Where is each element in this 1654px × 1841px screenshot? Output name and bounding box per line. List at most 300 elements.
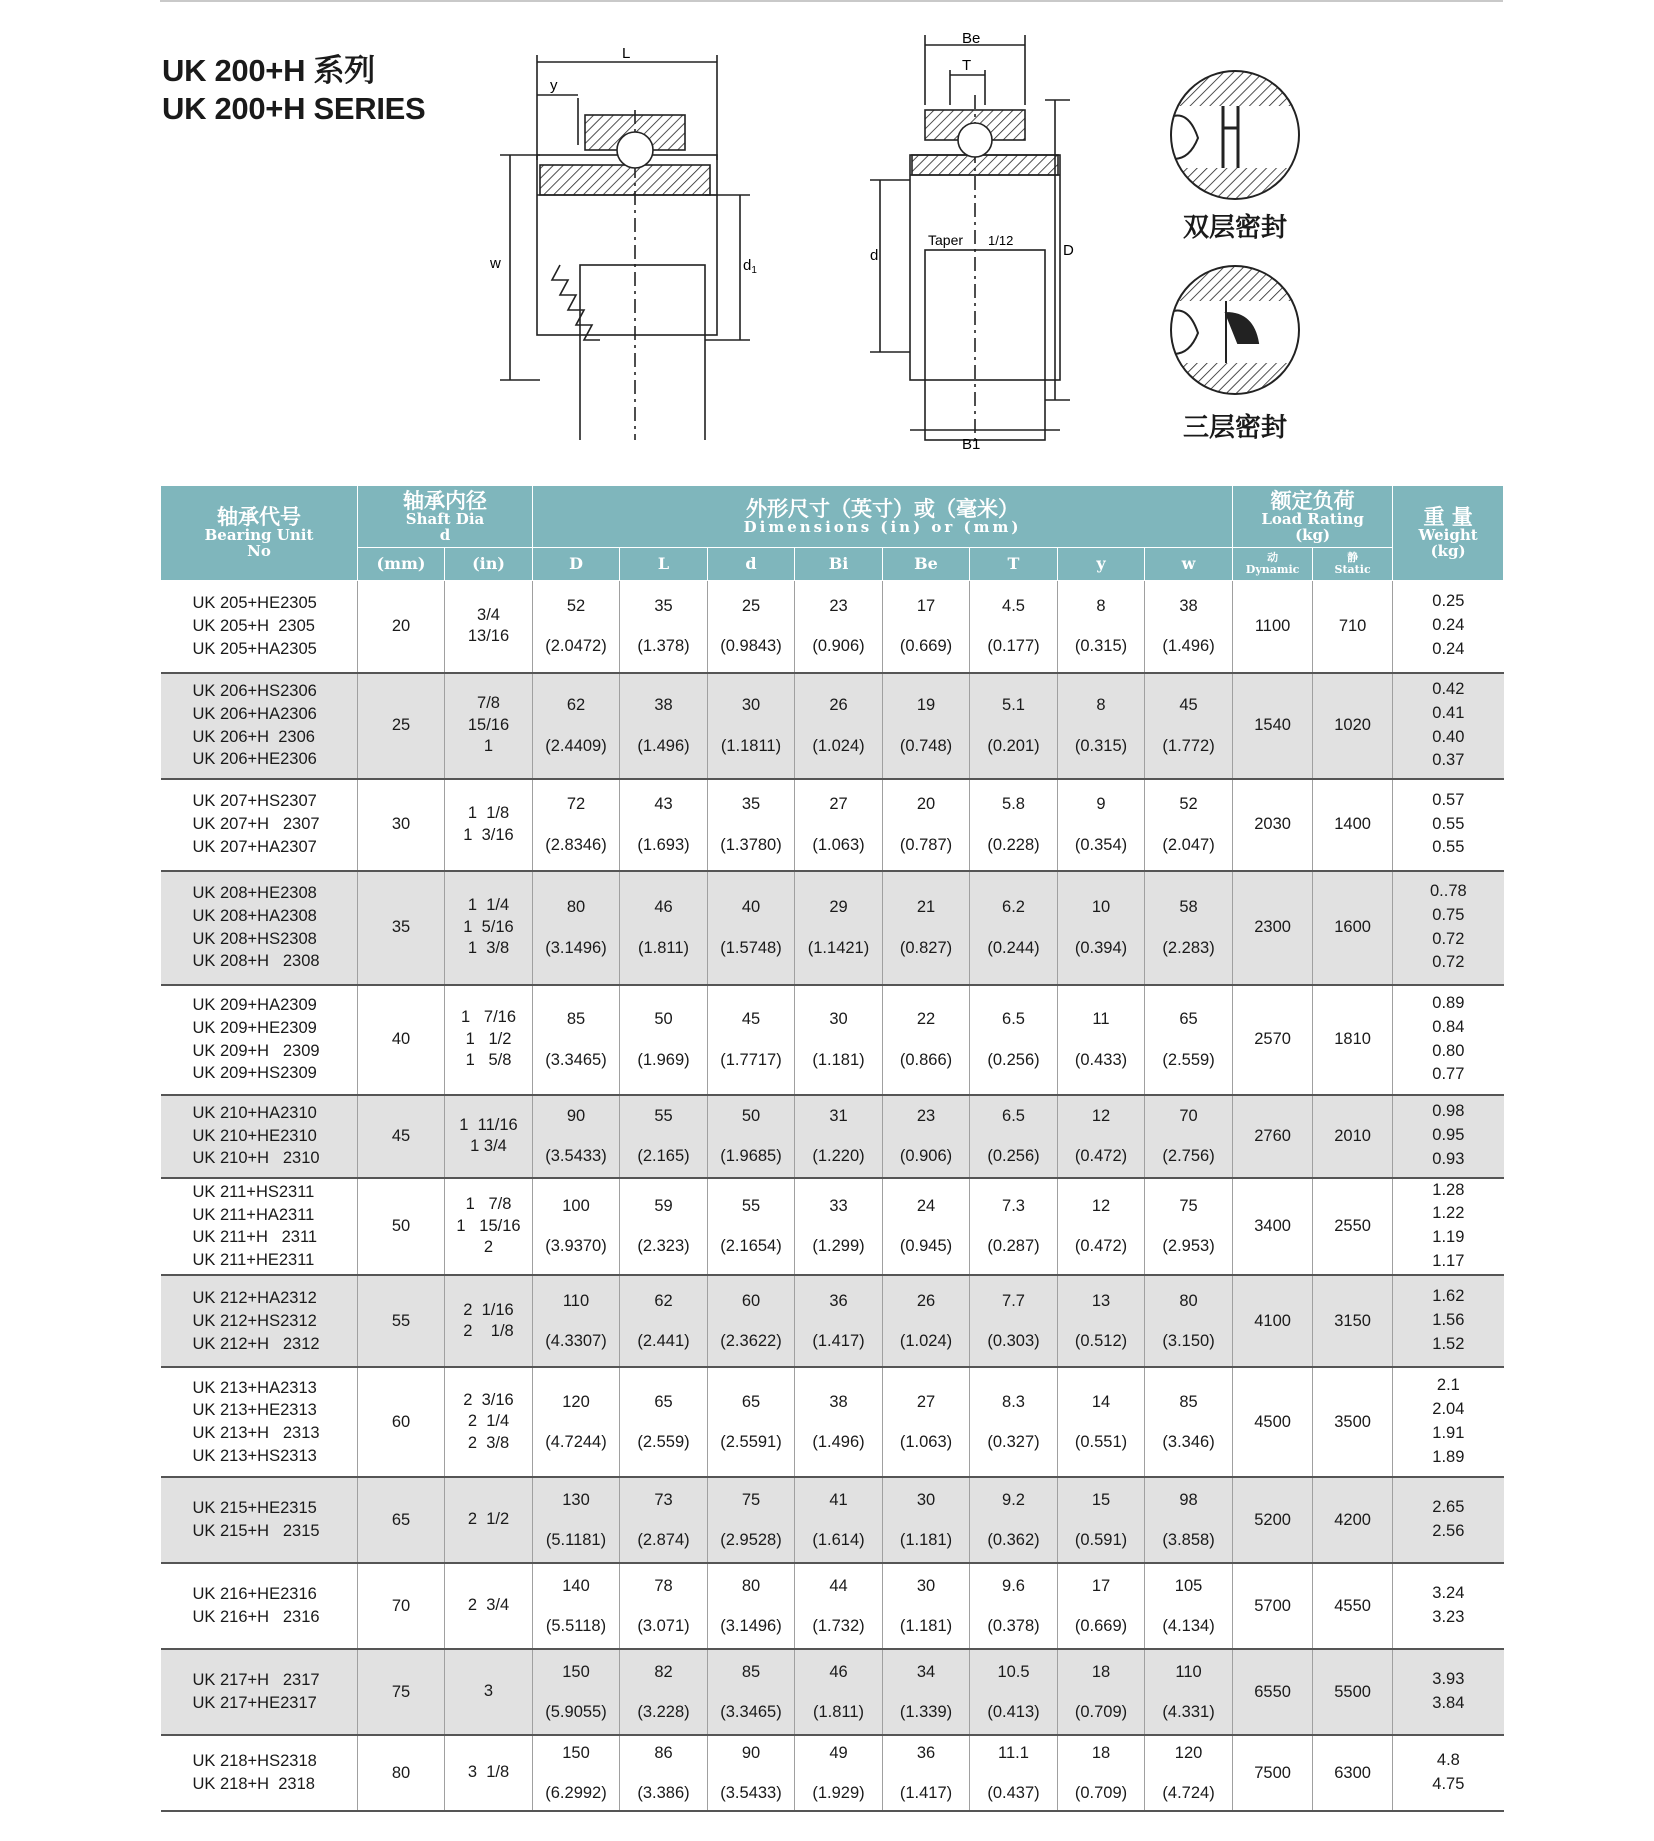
- table-row: [161, 1477, 1504, 1563]
- dim-mm-value: 12: [1091, 1196, 1111, 1215]
- dim-in-value: (2.323): [637, 1237, 690, 1256]
- dim-mm-value: 8: [1096, 696, 1106, 714]
- dim-mm-value: 38: [1179, 596, 1198, 615]
- dim-in-value: (1.5748): [720, 938, 782, 957]
- dim-mm-value: 18: [1091, 1662, 1111, 1681]
- table-row: [161, 1563, 1504, 1649]
- dim-mm-value: 50: [741, 1106, 761, 1125]
- dim-y-cell: [1058, 1563, 1145, 1649]
- weight-value: 0.37: [1432, 751, 1465, 770]
- dim-D-cell: [533, 1275, 620, 1367]
- dim-T-cell: [970, 779, 1058, 871]
- dim-in-value: (1.378): [637, 637, 690, 656]
- dim-Bi-cell: [795, 1178, 883, 1276]
- dim-in-value: (2.3622): [720, 1332, 782, 1351]
- bearing-unit-no: UK 217+HE2317: [192, 1694, 317, 1713]
- static-load-cell: 3500: [1313, 1367, 1393, 1477]
- shaft-in-value: 1 5/16: [463, 917, 514, 936]
- shaft-in-cell: [445, 1649, 533, 1735]
- dim-T-cell: [970, 1735, 1058, 1811]
- dim-mm-value: 6.5: [1002, 1010, 1025, 1028]
- dim-Be-cell: [883, 1178, 970, 1276]
- dim-y-cell: [1058, 779, 1145, 871]
- dim-mm-value: 140: [562, 1576, 590, 1595]
- dim-in-value: (1.496): [637, 736, 690, 755]
- bearing-unit-no: UK 210+H 2310: [192, 1149, 320, 1168]
- bearing-unit-cell: [161, 1367, 358, 1477]
- bearing-unit-no: UK 211+H 2311: [192, 1228, 318, 1247]
- weight-value: 1.17: [1432, 1252, 1465, 1271]
- dim-mm-value: 33: [829, 1196, 848, 1215]
- bearing-unit-no: UK 209+HS2309: [192, 1064, 317, 1083]
- table-row: [161, 673, 1504, 779]
- table-row: [161, 871, 1504, 985]
- dim-in-value: (1.1811): [720, 736, 782, 755]
- dim-mm-value: 27: [829, 795, 848, 813]
- dim-y-cell: [1058, 1275, 1145, 1367]
- header-d: d: [708, 548, 795, 581]
- weight-value: 1.62: [1432, 1287, 1465, 1306]
- bearing-unit-cell: [161, 985, 358, 1095]
- shaft-in-value: 1 15/16: [456, 1216, 521, 1235]
- shaft-in-cell: [445, 1275, 533, 1367]
- dim-in-value: (0.362): [987, 1531, 1040, 1550]
- table-row: [161, 1649, 1504, 1735]
- static-load-cell: 4200: [1313, 1477, 1393, 1563]
- dim-mm-value: 55: [654, 1106, 673, 1125]
- weight-value: 1.56: [1432, 1311, 1465, 1330]
- dim-mm-value: 12: [1091, 1106, 1111, 1125]
- shaft-in-value: 1: [483, 737, 494, 756]
- dim-in-value: (0.945): [899, 1237, 953, 1256]
- weight-value: 0.72: [1432, 953, 1465, 972]
- dynamic-load-cell: 5700: [1233, 1563, 1313, 1649]
- weight-value: 0.24: [1432, 640, 1465, 659]
- shaft-in-value: 1 1/2: [465, 1029, 512, 1048]
- table-row: [161, 1095, 1504, 1178]
- shaft-mm-cell: 55: [358, 1275, 445, 1367]
- dim-label-w: w: [490, 255, 501, 272]
- static-load-cell: 2010: [1313, 1095, 1393, 1178]
- shaft-in-value: 1 1/8: [467, 804, 510, 823]
- dim-T-cell: [970, 1649, 1058, 1735]
- header-y: y: [1058, 548, 1145, 581]
- dim-mm-value: 41: [829, 1490, 848, 1509]
- dim-label-T: T: [962, 57, 972, 74]
- dim-w-cell: [1145, 673, 1233, 779]
- weight-value: 0.40: [1432, 727, 1465, 746]
- shaft-mm-cell: 60: [358, 1367, 445, 1477]
- dim-mm-value: 30: [916, 1490, 936, 1509]
- dim-T-cell: [970, 985, 1058, 1095]
- dim-in-value: (1.693): [637, 835, 690, 854]
- dim-d-cell: [708, 1477, 795, 1563]
- dim-T-cell: [970, 673, 1058, 779]
- dim-in-value: (2.283): [1162, 938, 1215, 957]
- bearing-unit-cell: [161, 1178, 358, 1276]
- dim-in-value: (0.551): [1074, 1433, 1128, 1452]
- dim-mm-value: 17: [1091, 1576, 1111, 1595]
- weight-value: 0.95: [1432, 1126, 1465, 1145]
- dim-mm-value: 58: [1179, 898, 1198, 916]
- weight-cell: [1393, 581, 1504, 673]
- dim-Bi-cell: [795, 1649, 883, 1735]
- dim-in-value: (2.047): [1162, 835, 1215, 854]
- dim-mm-value: 150: [562, 1743, 590, 1762]
- dim-in-value: (0.827): [899, 938, 953, 957]
- dim-d-cell: [708, 1563, 795, 1649]
- dim-in-value: (3.150): [1162, 1332, 1215, 1351]
- weight-value: 3.23: [1432, 1608, 1465, 1627]
- header-w: w: [1145, 548, 1233, 581]
- dim-w-cell: [1145, 581, 1233, 673]
- dim-mm-value: 15: [1091, 1490, 1111, 1509]
- header-L: L: [620, 548, 708, 581]
- dim-mm-value: 86: [654, 1743, 673, 1762]
- bearing-unit-no: UK 208+HS2308: [192, 929, 317, 948]
- dim-mm-value: 65: [654, 1392, 673, 1411]
- dim-D-cell: [533, 1563, 620, 1649]
- header-dynamic: 动 Dynamic: [1233, 548, 1313, 581]
- dim-in-value: (5.9055): [545, 1703, 607, 1722]
- dim-Be-cell: [883, 1477, 970, 1563]
- bearing-unit-no: UK 205+HA2305: [192, 639, 317, 658]
- dim-in-value: (3.071): [637, 1617, 690, 1636]
- dim-L-cell: [620, 1275, 708, 1367]
- dim-T-cell: [970, 1477, 1058, 1563]
- dim-in-value: (6.2992): [545, 1784, 607, 1803]
- dim-in-value: (3.5433): [720, 1784, 782, 1803]
- weight-cell: [1393, 1178, 1504, 1276]
- dim-in-value: (1.811): [637, 938, 690, 957]
- dim-mm-value: 20: [916, 795, 936, 813]
- header-dimensions: 外形尺寸（英寸）或（毫米） Dimensions (in) or (mm): [533, 486, 1233, 548]
- dim-L-cell: [620, 581, 708, 673]
- dim-mm-value: 35: [741, 795, 761, 813]
- dim-in-value: (0.437): [987, 1784, 1040, 1803]
- weight-value: 1.89: [1432, 1448, 1465, 1467]
- weight-value: 0.57: [1432, 790, 1465, 809]
- shaft-in-value: 1 1/4: [467, 896, 510, 915]
- dim-Bi-cell: [795, 985, 883, 1095]
- bearing-unit-cell: [161, 1563, 358, 1649]
- shaft-mm-cell: 75: [358, 1649, 445, 1735]
- dim-w-cell: [1145, 1477, 1233, 1563]
- bearing-unit-no: UK 213+HE2313: [192, 1401, 317, 1420]
- dim-Be-cell: [883, 871, 970, 985]
- header-load-rating: 额定负荷 Load Rating (kg): [1233, 486, 1393, 548]
- dim-in-value: (0.354): [1074, 835, 1128, 854]
- dim-in-value: (0.866): [899, 1050, 953, 1069]
- bearing-unit-no: UK 218+HS2318: [192, 1752, 317, 1771]
- bearing-unit-no: UK 216+H 2316: [192, 1608, 320, 1627]
- weight-value: 0.84: [1432, 1017, 1465, 1036]
- header-Be: Be: [883, 548, 970, 581]
- bearing-unit-no: UK 215+H 2315: [192, 1522, 320, 1541]
- dim-w-cell: [1145, 779, 1233, 871]
- dim-mm-value: 110: [1175, 1662, 1202, 1681]
- table-row: [161, 1275, 1504, 1367]
- dim-mm-value: 19: [916, 696, 936, 714]
- dim-Bi-cell: [795, 581, 883, 673]
- dim-mm-value: 45: [1179, 696, 1198, 714]
- dim-in-value: (1.299): [812, 1237, 865, 1256]
- weight-cell: [1393, 673, 1504, 779]
- dim-in-value: (0.327): [987, 1433, 1040, 1452]
- header-in: (in): [445, 548, 533, 581]
- bearing-unit-no: UK 210+HE2310: [192, 1126, 317, 1145]
- weight-value: 0.24: [1432, 616, 1465, 635]
- bearing-unit-no: UK 210+HA2310: [192, 1103, 317, 1122]
- bearing-unit-no: UK 215+HE2315: [192, 1499, 317, 1518]
- bearing-unit-no: UK 212+H 2312: [192, 1334, 320, 1353]
- dim-in-value: (2.441): [637, 1332, 690, 1351]
- dim-w-cell: [1145, 1095, 1233, 1178]
- shaft-in-value: 13/16: [467, 627, 510, 646]
- dynamic-load-cell: 2300: [1233, 871, 1313, 985]
- dim-label-d1: $d_1$: [743, 257, 757, 276]
- dim-in-value: (1.181): [812, 1050, 865, 1069]
- dim-mm-value: 120: [562, 1392, 590, 1411]
- dim-T-cell: [970, 1563, 1058, 1649]
- dynamic-load-cell: 5200: [1233, 1477, 1313, 1563]
- dim-mm-value: 36: [829, 1291, 848, 1310]
- dim-in-value: (1.339): [899, 1703, 953, 1722]
- dim-mm-value: 40: [741, 898, 761, 916]
- dim-label-L: L: [622, 45, 631, 62]
- dim-w-cell: [1145, 1563, 1233, 1649]
- dim-L-cell: [620, 673, 708, 779]
- dim-mm-value: 98: [1179, 1490, 1198, 1509]
- triple-seal-detail-icon: [1168, 263, 1303, 398]
- shaft-in-cell: [445, 871, 533, 985]
- dynamic-load-cell: 2030: [1233, 779, 1313, 871]
- shaft-in-value: 1 7/16: [460, 1008, 517, 1027]
- shaft-in-cell: [445, 1367, 533, 1477]
- bearing-unit-no: UK 205+H 2305: [192, 616, 315, 635]
- table-row: [161, 1735, 1504, 1811]
- dim-in-value: (2.4409): [545, 736, 607, 755]
- static-load-cell: 710: [1313, 581, 1393, 673]
- dim-L-cell: [620, 1735, 708, 1811]
- dim-in-value: (0.315): [1074, 637, 1128, 656]
- dim-Bi-cell: [795, 871, 883, 985]
- shaft-in-cell: [445, 1095, 533, 1178]
- dim-in-value: (2.165): [637, 1147, 690, 1165]
- dim-mm-value: 150: [562, 1662, 590, 1681]
- table-row: [161, 1178, 1504, 1276]
- weight-value: 3.93: [1432, 1670, 1465, 1689]
- dynamic-load-cell: 2570: [1233, 985, 1313, 1095]
- shaft-in-value: 2 1/4: [467, 1412, 510, 1431]
- dim-in-value: (5.1181): [545, 1531, 607, 1550]
- dim-label-D: D: [1063, 242, 1074, 259]
- weight-value: 0.89: [1432, 993, 1465, 1012]
- dim-mm-value: 65: [741, 1392, 761, 1411]
- dim-mm-value: 36: [916, 1743, 936, 1762]
- dim-mm-value: 18: [1091, 1743, 1111, 1762]
- bearing-unit-no: UK 208+HE2308: [192, 883, 317, 902]
- dim-mm-value: 6.5: [1002, 1106, 1025, 1125]
- dim-y-cell: [1058, 1178, 1145, 1276]
- dim-mm-value: 7.7: [1002, 1291, 1025, 1310]
- table-row: [161, 581, 1504, 673]
- dim-in-value: (1.496): [1162, 637, 1215, 656]
- dim-mm-value: 50: [654, 1010, 673, 1028]
- bearing-unit-cell: [161, 1649, 358, 1735]
- dynamic-load-cell: 6550: [1233, 1649, 1313, 1735]
- dim-mm-value: 80: [741, 1576, 761, 1595]
- dim-w-cell: [1145, 1735, 1233, 1811]
- bearing-unit-no: UK 212+HA2312: [192, 1289, 317, 1308]
- bearing-unit-no: UK 213+HS2313: [192, 1446, 317, 1465]
- dim-mm-value: 85: [566, 1010, 586, 1028]
- dim-in-value: (1.181): [899, 1531, 953, 1550]
- dim-in-value: (2.953): [1162, 1237, 1215, 1256]
- dim-in-value: (3.858): [1162, 1531, 1215, 1550]
- bearing-unit-no: UK 218+H 2318: [192, 1775, 315, 1794]
- dim-mm-value: 23: [829, 596, 848, 615]
- weight-value: 2.65: [1432, 1498, 1465, 1517]
- shaft-in-value: 3/4: [477, 605, 500, 624]
- dim-in-value: (0.378): [987, 1617, 1040, 1636]
- shaft-mm-cell: 20: [358, 581, 445, 673]
- weight-cell: [1393, 1095, 1504, 1178]
- dim-label-Be: Be: [962, 30, 981, 47]
- weight-value: 0.77: [1432, 1065, 1465, 1084]
- table-row: [161, 1367, 1504, 1477]
- dim-mm-value: 90: [741, 1743, 761, 1762]
- dim-in-value: (0.177): [987, 637, 1040, 656]
- dim-y-cell: [1058, 1477, 1145, 1563]
- dim-Bi-cell: [795, 1367, 883, 1477]
- spec-table-body: [161, 581, 1504, 1812]
- dim-mm-value: 26: [916, 1291, 936, 1310]
- shaft-in-value: 2 3/16: [463, 1391, 514, 1410]
- adapter-taper-diagram: [870, 25, 1100, 455]
- dim-d-cell: [708, 871, 795, 985]
- dim-D-cell: [533, 779, 620, 871]
- dim-in-value: (0.228): [987, 835, 1040, 854]
- dim-d-cell: [708, 1178, 795, 1276]
- dim-y-cell: [1058, 581, 1145, 673]
- dim-w-cell: [1145, 1367, 1233, 1477]
- dim-D-cell: [533, 1367, 620, 1477]
- weight-cell: [1393, 1367, 1504, 1477]
- weight-cell: [1393, 1649, 1504, 1735]
- dynamic-load-cell: 4500: [1233, 1367, 1313, 1477]
- dim-mm-value: 8: [1096, 596, 1106, 615]
- dim-in-value: (1.024): [812, 736, 865, 755]
- dim-Bi-cell: [795, 1095, 883, 1178]
- dim-in-value: (0.787): [899, 835, 953, 854]
- weight-value: 0..78: [1430, 881, 1467, 900]
- weight-value: 0.72: [1432, 929, 1465, 948]
- dim-mm-value: 26: [829, 696, 848, 714]
- dim-mm-value: 65: [1179, 1010, 1198, 1028]
- weight-value: 1.19: [1432, 1228, 1465, 1247]
- dim-mm-value: 29: [829, 898, 848, 916]
- weight-value: 1.22: [1432, 1204, 1465, 1223]
- dim-y-cell: [1058, 1735, 1145, 1811]
- dim-mm-value: 5.8: [1002, 795, 1025, 813]
- dim-in-value: (0.591): [1074, 1531, 1128, 1550]
- shaft-in-value: 2 3/8: [467, 1433, 510, 1452]
- bearing-unit-cell: [161, 1477, 358, 1563]
- weight-value: 1.28: [1432, 1180, 1465, 1199]
- dim-in-value: (2.559): [1162, 1050, 1215, 1069]
- dim-d-cell: [708, 1095, 795, 1178]
- dim-D-cell: [533, 985, 620, 1095]
- shaft-in-value: 3: [483, 1682, 494, 1701]
- weight-value: 3.84: [1432, 1694, 1465, 1713]
- dim-mm-value: 85: [1179, 1392, 1198, 1411]
- dim-in-value: (1.811): [812, 1703, 865, 1722]
- dim-in-value: (0.748): [899, 736, 953, 755]
- dim-mm-value: 80: [566, 898, 586, 916]
- dim-in-value: (2.874): [637, 1531, 690, 1550]
- weight-value: 0.55: [1432, 838, 1465, 857]
- shaft-mm-cell: 45: [358, 1095, 445, 1178]
- dim-in-value: (0.244): [987, 938, 1040, 957]
- dim-mm-value: 90: [566, 1106, 586, 1125]
- dim-D-cell: [533, 673, 620, 779]
- shaft-in-value: 1 11/16: [459, 1115, 518, 1134]
- dim-in-value: (1.220): [812, 1147, 865, 1165]
- dim-in-value: (2.5591): [720, 1433, 782, 1452]
- dim-L-cell: [620, 1095, 708, 1178]
- bearing-unit-no: UK 206+HA2306: [192, 704, 317, 723]
- shaft-mm-cell: 80: [358, 1735, 445, 1811]
- dim-in-value: (1.969): [637, 1050, 690, 1069]
- dim-mm-value: 82: [654, 1662, 673, 1681]
- dim-mm-value: 75: [741, 1490, 761, 1509]
- shaft-in-cell: [445, 985, 533, 1095]
- dim-T-cell: [970, 581, 1058, 673]
- shaft-in-cell: [445, 779, 533, 871]
- weight-value: 2.04: [1432, 1400, 1465, 1419]
- dynamic-load-cell: 7500: [1233, 1735, 1313, 1811]
- dim-y-cell: [1058, 871, 1145, 985]
- dim-mm-value: 25: [741, 596, 761, 615]
- dim-label-d: d: [870, 247, 879, 264]
- dim-w-cell: [1145, 1649, 1233, 1735]
- dim-mm-value: 73: [654, 1490, 673, 1509]
- dim-T-cell: [970, 1178, 1058, 1276]
- weight-cell: [1393, 1563, 1504, 1649]
- shaft-in-cell: [445, 581, 533, 673]
- dim-mm-value: 13: [1091, 1291, 1111, 1310]
- dim-in-value: (0.413): [987, 1703, 1040, 1722]
- dim-in-value: (3.3465): [545, 1050, 607, 1069]
- dim-in-value: (1.7717): [720, 1050, 782, 1069]
- dim-L-cell: [620, 779, 708, 871]
- bearing-unit-cell: [161, 1735, 358, 1811]
- shaft-mm-cell: 70: [358, 1563, 445, 1649]
- dim-Bi-cell: [795, 1735, 883, 1811]
- dim-mm-value: 59: [654, 1196, 673, 1215]
- weight-value: 3.24: [1432, 1584, 1465, 1603]
- bearing-section-diagram: [490, 40, 770, 440]
- dim-D-cell: [533, 1095, 620, 1178]
- dim-mm-value: 11: [1092, 1010, 1110, 1028]
- bearing-unit-no: UK 208+HA2308: [192, 906, 317, 925]
- dim-in-value: (1.614): [812, 1531, 865, 1550]
- dim-mm-value: 110: [562, 1291, 590, 1310]
- shaft-in-value: 3 1/8: [467, 1763, 510, 1782]
- dim-Be-cell: [883, 1649, 970, 1735]
- dim-mm-value: 35: [654, 596, 673, 615]
